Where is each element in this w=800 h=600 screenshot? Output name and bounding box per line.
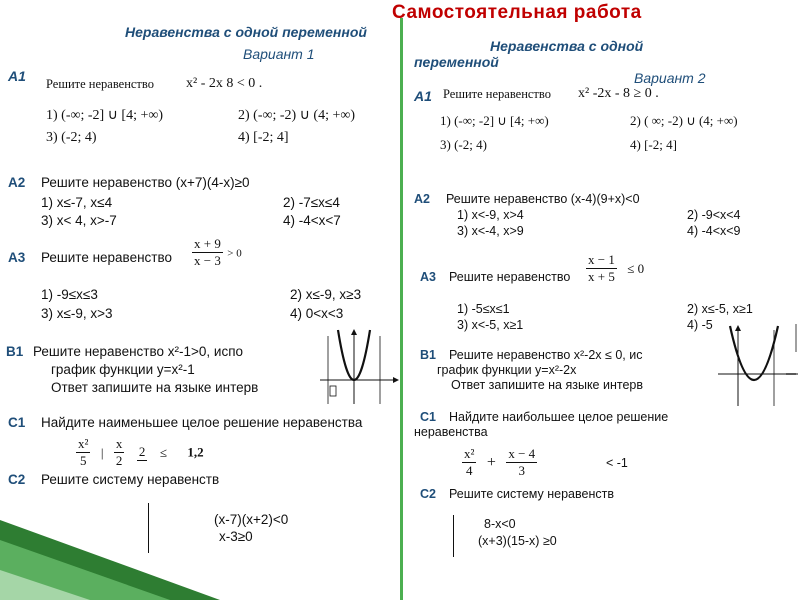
v1-variant-label: Вариант 1 bbox=[243, 46, 315, 62]
v2-c1-frac1-den: 4 bbox=[465, 463, 473, 478]
v1-c1-frac1-den: 5 bbox=[79, 453, 87, 468]
v2-c2-equation-2: (x+3)(15-x) ≥0 bbox=[478, 534, 557, 548]
v2-c1-frac2-den: 3 bbox=[518, 463, 526, 478]
v2-c1-prompt-line-2: неравенства bbox=[414, 425, 488, 439]
v2-a3-tag: А3 bbox=[420, 270, 436, 284]
v2-a3-option-1: 1) -5≤x≤1 bbox=[457, 302, 510, 316]
v2-a1-option-1: 1) (-∞; -2] ∪ [4; +∞) bbox=[440, 113, 549, 128]
v2-b1-line-2: график функции y=x²-2x bbox=[437, 363, 577, 377]
v2-c2-tag: С2 bbox=[420, 487, 436, 501]
v2-a1-prompt: Решите неравенство bbox=[443, 87, 551, 101]
v1-c1-frac3-num: 2 bbox=[138, 444, 146, 459]
v1-c1-frac2-den: 2 bbox=[115, 453, 123, 468]
v1-a3-relation: > 0 bbox=[227, 247, 242, 260]
v1-a3-numerator: x + 9 bbox=[194, 236, 221, 251]
v1-a2-option-4: 4) -4<x<7 bbox=[283, 213, 341, 228]
v1-c2-equation-1: (x-7)(x+2)<0 bbox=[214, 512, 289, 527]
v1-header: Неравенства с одной переменной bbox=[125, 24, 367, 40]
v2-a1-expr: x² -2x - 8 ≥ 0 . bbox=[578, 86, 659, 101]
v1-a2-prompt: Решите неравенство (x+7)(4-x)≥0 bbox=[41, 175, 250, 190]
decorative-green-band bbox=[0, 480, 220, 600]
v1-a2-option-3: 3) x< 4, x>-7 bbox=[41, 213, 117, 228]
v1-c1-relation: ≤ bbox=[159, 444, 167, 460]
v1-a3-option-3: 3) x≤-9, x>3 bbox=[41, 306, 113, 321]
v1-a2-tag: А2 bbox=[8, 175, 26, 190]
page-title: Самостоятельная работа bbox=[392, 2, 642, 23]
v1-a3-option-4: 4) 0<x<3 bbox=[290, 306, 344, 321]
v2-a3-fraction bbox=[586, 252, 644, 285]
v2-variant-label: Вариант 2 bbox=[634, 70, 706, 86]
v1-a1-expr: x² - 2x 8 < 0 . bbox=[186, 76, 263, 91]
v2-a3-prompt: Решите неравенство bbox=[449, 270, 571, 284]
v2-b1-tag: В1 bbox=[420, 348, 436, 362]
v2-a2-option-4: 4) -4<x<9 bbox=[687, 224, 741, 238]
v1-b1-line-1: Решите неравенство x²-1>0, испо bbox=[33, 344, 244, 359]
v2-a3-numerator: x − 1 bbox=[588, 252, 615, 267]
v2-c1-tag: С1 bbox=[420, 410, 436, 424]
v2-a3-denominator: x + 5 bbox=[588, 269, 615, 284]
v2-a1-tag: А1 bbox=[414, 88, 432, 104]
v1-a3-option-2: 2) x≤-9, x≥3 bbox=[290, 287, 362, 302]
v2-a3-option-3: 3) x<-5, x≥1 bbox=[457, 318, 524, 332]
v1-c2-tag: С2 bbox=[8, 472, 26, 487]
v1-a3-fraction bbox=[192, 236, 242, 269]
v1-b1-line-2: график функции y=x²-1 bbox=[51, 362, 195, 377]
v1-a1-tag: А1 bbox=[8, 68, 26, 84]
v2-b1-line-1: Решите неравенство x²-2x ≤ 0, ис bbox=[449, 348, 643, 362]
v2-b1-line-3: Ответ запишите на языке интерв bbox=[451, 378, 643, 392]
v1-a1-option-1: 1) (-∞; -2] ∪ [4; +∞) bbox=[46, 108, 164, 123]
v2-c1-frac1-num: x² bbox=[464, 446, 475, 461]
v1-c1-prompt: Найдите наименьшее целое решение неравенства bbox=[41, 415, 363, 430]
v2-a1-option-4: 4) [-2; 4] bbox=[630, 137, 677, 152]
v1-a3-option-1: 1) -9≤x≤3 bbox=[41, 287, 98, 302]
v1-a2-option-1: 1) x≤-7, x≤4 bbox=[41, 195, 113, 210]
v1-c2-prompt: Решите систему неравенств bbox=[41, 472, 220, 487]
v2-header-line-1: Неравенства с одной bbox=[490, 38, 644, 54]
v1-a3-prompt: Решите неравенство bbox=[41, 250, 173, 265]
v1-b1-tag: В1 bbox=[6, 344, 24, 359]
v2-a2-option-2: 2) -9<x<4 bbox=[687, 208, 741, 222]
v1-c1-frac2-num: x bbox=[115, 436, 123, 451]
v2-header-line-2: переменной bbox=[414, 54, 499, 70]
v2-c2-system-brace bbox=[453, 515, 454, 557]
v2-a3-relation: ≤ 0 bbox=[627, 260, 645, 276]
v2-a2-option-3: 3) x<-4, x>9 bbox=[457, 224, 524, 238]
v1-a1-option-4: 4) [-2; 4] bbox=[238, 130, 289, 145]
v2-c1-prompt: Найдите наибольшее целое решение bbox=[449, 410, 669, 424]
v1-a1-option-2: 2) (-∞; -2) ∪ (4; +∞) bbox=[238, 108, 356, 123]
v2-c1-frac2-num: x − 4 bbox=[508, 446, 536, 461]
v1-a3-denominator: x − 3 bbox=[194, 253, 221, 268]
v1-c1-rhs: 1,2 bbox=[187, 444, 204, 460]
v2-a1-option-2: 2) ( ∞; -2) ∪ (4; +∞) bbox=[630, 113, 738, 128]
v2-a3-option-4: 4) -5 bbox=[687, 318, 713, 332]
v1-a2-option-2: 2) -7≤x≤4 bbox=[283, 195, 340, 210]
v1-c1-operator: | bbox=[100, 444, 104, 460]
v2-a2-option-1: 1) x<-9, x>4 bbox=[457, 208, 524, 222]
v2-c1-relation: < -1 bbox=[606, 456, 628, 470]
column-divider bbox=[400, 18, 403, 600]
v2-c1-expression bbox=[462, 446, 537, 479]
v2-a3-option-2: 2) x≤-5, x≥1 bbox=[687, 302, 753, 316]
v1-c1-frac1-num: x² bbox=[78, 436, 89, 451]
v1-c1-expression bbox=[76, 436, 204, 469]
v2-a2-prompt: Решите неравенство (x-4)(9+x)<0 bbox=[446, 192, 640, 206]
v1-a1-option-3: 3) (-2; 4) bbox=[46, 130, 97, 145]
v1-c2-equation-2: x-3≥0 bbox=[219, 529, 253, 544]
v2-c1-operator: + bbox=[486, 453, 496, 471]
v1-c1-tag: С1 bbox=[8, 415, 26, 430]
v1-a1-prompt: Решите неравенство bbox=[46, 77, 154, 91]
v1-a3-tag: А3 bbox=[8, 250, 26, 265]
v2-a2-tag: А2 bbox=[414, 192, 430, 206]
v2-c2-equation-1: 8-x<0 bbox=[484, 517, 516, 531]
v1-b1-line-3: Ответ запишите на языке интерв bbox=[51, 380, 259, 395]
v2-c2-prompt: Решите систему неравенств bbox=[449, 487, 614, 501]
v1-parabola-graph bbox=[318, 328, 400, 406]
v2-a1-option-3: 3) (-2; 4) bbox=[440, 137, 487, 152]
v1-c2-system-brace bbox=[148, 503, 149, 553]
v2-parabola-graph bbox=[716, 322, 800, 408]
